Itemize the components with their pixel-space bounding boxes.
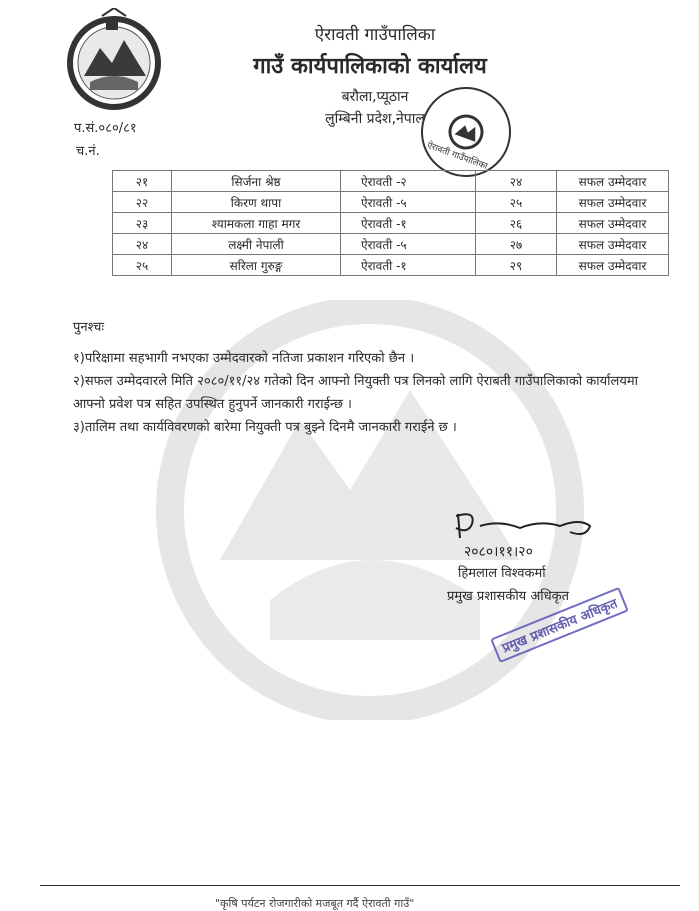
table-row — [113, 234, 669, 255]
status-cell: सफल उम्मेदवार — [557, 171, 669, 192]
status-cell: सफल उम्मेदवार — [557, 255, 669, 276]
roll-cell: २४ — [476, 171, 557, 192]
name-cell: सरिला गुरुङ्ग — [172, 255, 341, 276]
notes-title: पुनश्चः — [73, 320, 105, 335]
serial-cell: २४ — [113, 234, 172, 255]
table-row — [113, 171, 669, 192]
designation-stamp: प्रमुख प्रशासकीय अधिकृत — [490, 587, 628, 663]
office-province: लुम्बिनी प्रदेश,नेपाल — [325, 111, 425, 127]
office-title: गाउँ कार्यपालिकाको कार्यालय — [253, 54, 487, 79]
address-cell: ऐरावती -२ — [341, 171, 476, 192]
name-cell: किरण थापा — [172, 192, 341, 213]
office-location: बरौला,प्यूठान — [341, 89, 409, 105]
address-cell: ऐरावती -१ — [341, 213, 476, 234]
stamp-text: ऐरावती गाउँपालिका — [425, 140, 489, 173]
status-cell: सफल उम्मेदवार — [557, 213, 669, 234]
notes-section — [73, 316, 673, 439]
government-emblem-logo — [62, 8, 167, 113]
dispatch-number: च.नं. — [76, 144, 100, 159]
roll-cell: २९ — [476, 255, 557, 276]
signatory-post: प्रमुख प्रशासकीय अधिकृत — [447, 589, 570, 604]
reference-number: प.सं.०८०/८१ — [74, 121, 137, 136]
table-row — [113, 192, 669, 213]
status-cell: सफल उम्मेदवार — [557, 192, 669, 213]
status-cell: सफल उम्मेदवार — [557, 234, 669, 255]
name-cell: सिर्जना श्रेष्ठ — [172, 171, 341, 192]
table-row — [113, 213, 669, 234]
serial-cell: २५ — [113, 255, 172, 276]
address-cell: ऐरावती -५ — [341, 192, 476, 213]
roll-cell: २७ — [476, 234, 557, 255]
results-table — [112, 170, 669, 276]
signatory-name: हिमलाल विश्वकर्मा — [458, 566, 546, 581]
footer-divider — [40, 885, 680, 886]
address-cell: ऐरावती -५ — [341, 234, 476, 255]
serial-cell: २१ — [113, 171, 172, 192]
note-item: १)परिक्षामा सहभागी नभएका उम्मेदवारको नतिजा प्रकाशन गरिएको छैन । — [73, 351, 415, 366]
handwritten-signature — [450, 508, 600, 563]
note-item: २)सफल उम्मेदवारले मिति २०८०/११/२४ गतेको दिन आफ्नो नियुक्ती पत्र लिनको लागि ऐराबती गाउँपालिकाको कार्यालयमा आफ्नो प्रवेश पत्र सहित उपस्थित हुनुपर्ने जानकारी गराईन्छ । — [73, 374, 639, 412]
address-cell: ऐरावती -१ — [341, 255, 476, 276]
serial-cell: २२ — [113, 192, 172, 213]
name-cell: लक्ष्मी नेपाली — [172, 234, 341, 255]
roll-cell: २६ — [476, 213, 557, 234]
signature-date: २०८०।११।२० — [464, 544, 533, 560]
roll-cell: २५ — [476, 192, 557, 213]
note-item: ३)तालिम तथा कार्यविवरणको बारेमा नियुक्ती पत्र बुझ्ने दिनमै जानकारी गराईने छ । — [73, 420, 457, 435]
name-cell: श्यामकला गाहा मगर — [172, 213, 341, 234]
footer-slogan: "कृषि पर्यटन रोजगारीको मजबूत गर्दै ऐरावती गाउँ" — [215, 897, 415, 910]
table-row — [113, 255, 669, 276]
serial-cell: २३ — [113, 213, 172, 234]
municipality-name: ऐरावती गाउँपालिका — [314, 25, 436, 45]
